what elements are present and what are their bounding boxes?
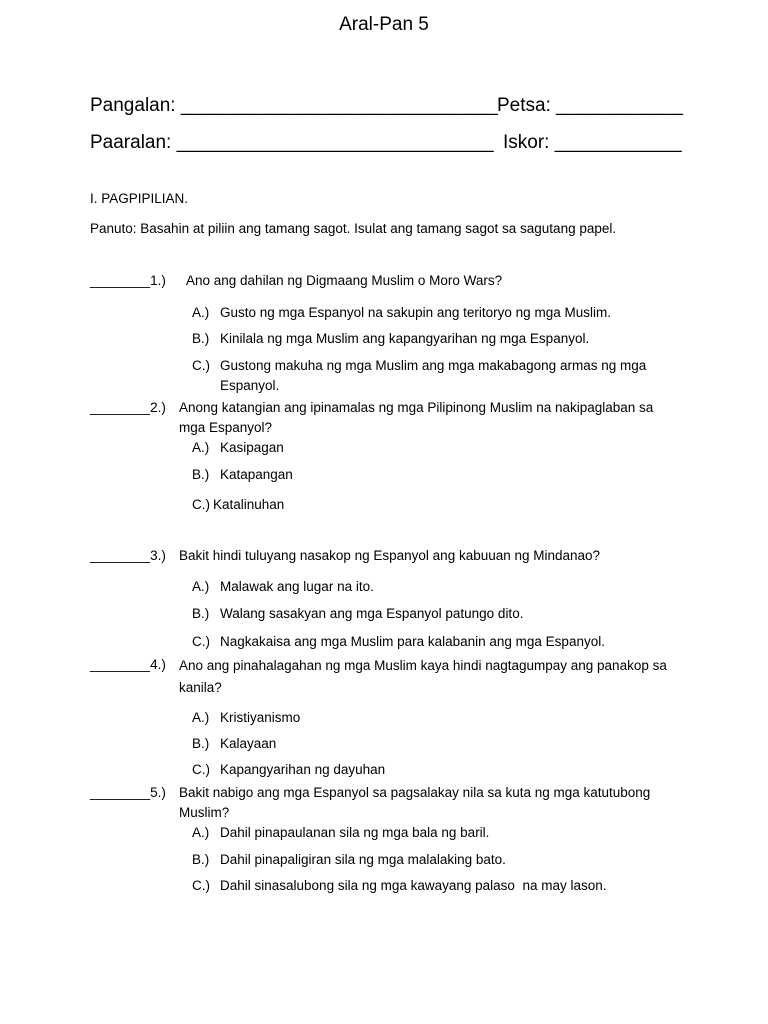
option-text: Gusto ng mga Espanyol na sakupin ang teritoryo ng mga Muslim. [220, 305, 611, 320]
option-text: Nagkakaisa ang mga Muslim para kalabanin ang mga Espanyol. [220, 634, 605, 649]
option-text: Kapangyarihan ng dayuhan [220, 762, 386, 777]
question-number: ________2.) [90, 400, 166, 415]
section-heading: I. PAGPIPILIAN. [90, 191, 189, 206]
question-number: ________3.) [90, 548, 166, 563]
question-text: Bakit hindi tuluyang nasakop ng Espanyol ang kabuuan ng Mindanao? [179, 548, 601, 563]
option-text: Walang sasakyan ang mga Espanyol patungo dito. [220, 606, 524, 621]
option-letter: A.) [192, 305, 210, 320]
option-letter: A.) [192, 440, 210, 455]
question-1 [90, 271, 680, 291]
instructions: Panuto: Basahin at piliin ang tamang sagot. Isulat ang tamang sagot sa sagutang papel. [90, 221, 617, 236]
question-number: ________4.) [90, 657, 166, 672]
question-text: Ano ang dahilan ng Digmaang Muslim o Moro Wars? [186, 273, 503, 288]
score-field: Iskor: ____________ [503, 132, 682, 153]
option-text: Dahil sinasalubong sila ng mga kawayang palaso na may lason. [220, 878, 607, 893]
option-letter: C.) [192, 358, 210, 373]
option-text: Kalayaan [220, 736, 277, 751]
question-text: Anong katangian ang ipinamalas ng mga Pilipinong Muslim na nakipaglaban sa mga Espanyol? [179, 400, 654, 435]
question-4 [90, 655, 680, 695]
question-text: Bakit nabigo ang mga Espanyol sa pagsalakay nila sa kuta ng mga katutubong Muslim? [179, 785, 651, 820]
question-number: ________1.) [90, 273, 166, 288]
option-letter: B.) [192, 852, 210, 867]
question-2 [90, 398, 680, 435]
date-field: Petsa: ____________ [497, 95, 683, 116]
question-5 [90, 783, 680, 820]
option-letter: C.) [192, 878, 210, 893]
question-number: ________5.) [90, 785, 166, 800]
school-field: Paaralan: ______________________________ [90, 132, 494, 153]
option-text: Dahil pinapaulanan sila ng mga bala ng baril. [220, 825, 490, 840]
option-letter: A.) [192, 825, 210, 840]
question-3 [90, 546, 680, 566]
option-text: Dahil pinapaligiran sila ng mga malalaking bato. [220, 852, 506, 867]
option-text: Kristiyanismo [220, 710, 301, 725]
question-text: Ano ang pinahalagahan ng mga Muslim kaya hindi nagtagumpay ang panakop sa kanila? [179, 658, 667, 695]
option-letter: A.) [192, 579, 210, 594]
option-letter: B.) [192, 606, 210, 621]
option-letter: B.) [192, 736, 210, 751]
option-text: Kasipagan [220, 440, 284, 455]
option-letter: A.) [192, 710, 210, 725]
option-text: Katalinuhan [213, 497, 285, 512]
option-letter: C.) [192, 634, 210, 649]
option-text: Kinilala ng mga Muslim ang kapangyarihan ng mga Espanyol. [220, 331, 590, 346]
option-text: Gustong makuha ng mga Muslim ang mga makabagong armas ng mga Espanyol. [220, 358, 647, 393]
option-letter: C.) [192, 762, 210, 777]
name-field: Pangalan: ______________________________ [90, 95, 498, 116]
page-title: Aral-Pan 5 [339, 14, 429, 35]
option-letter: B.) [192, 331, 210, 346]
option-letter: C.) [192, 497, 210, 512]
option-text: Katapangan [220, 467, 293, 482]
option-letter: B.) [192, 467, 210, 482]
option-text: Malawak ang lugar na ito. [220, 579, 374, 594]
